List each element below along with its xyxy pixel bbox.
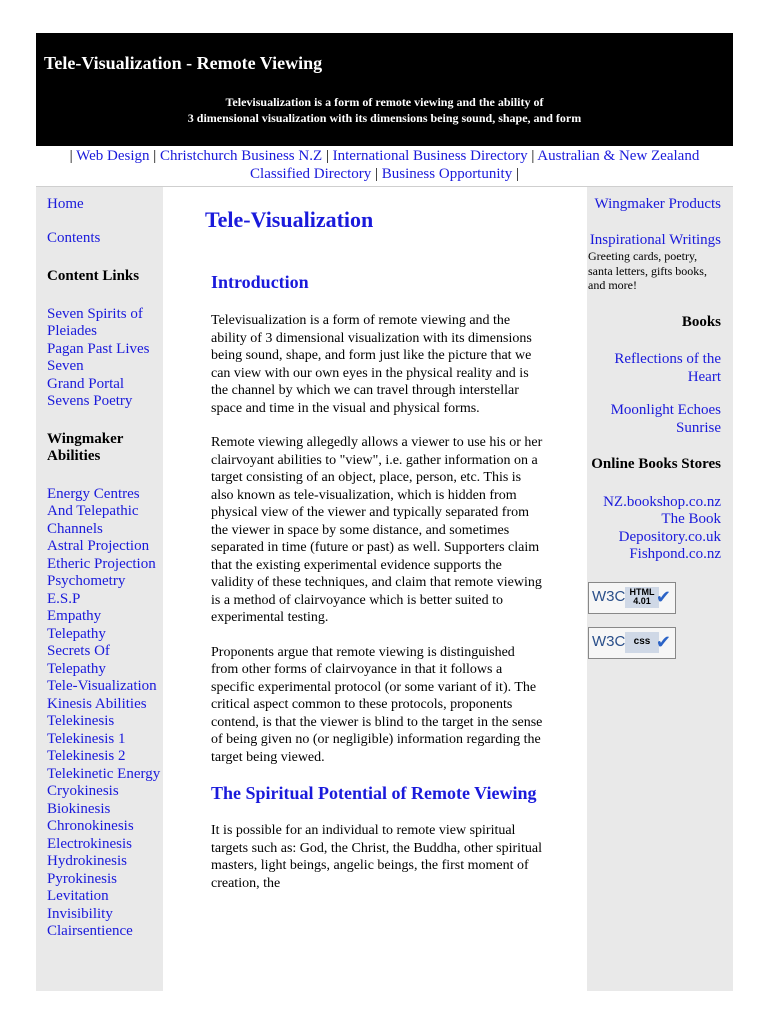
html-version-label xyxy=(625,587,659,608)
link-store-nz-bookshop[interactable]: NZ.bookshop.co.nz xyxy=(603,493,721,510)
link-inspirational-writings[interactable]: Inspirational Writings xyxy=(589,231,721,248)
sidebar-link-seven-spirits[interactable]: Seven Spirits of Pleiades xyxy=(47,305,143,339)
content-links-heading: Content Links xyxy=(47,268,140,284)
link-book-moonlight[interactable]: Moonlight Echoes Sunrise xyxy=(610,402,721,436)
books-heading: Books xyxy=(681,313,721,330)
site-title: Tele-Visualization - Remote Viewing xyxy=(44,53,323,73)
main-content xyxy=(163,187,587,991)
sidebar-link-ability[interactable]: Empathy xyxy=(47,608,102,624)
checkmark-icon: ✔ xyxy=(655,631,671,652)
sidebar-link-ability[interactable]: Telekinetic Energy xyxy=(47,765,161,782)
nav-link-classified-directory[interactable]: Australian & New Zealand Classified Directory xyxy=(250,148,700,182)
link-store-book-depository[interactable]: The Book Depository.co.uk xyxy=(618,511,721,545)
sidebar-link-ability[interactable]: Telekinesis 1 xyxy=(47,730,126,747)
sidebar-link-seven[interactable]: Seven xyxy=(47,358,84,374)
nav-separator: | xyxy=(375,166,379,182)
paragraph-2: Remote viewing allegedly allows a viewer to use his or her clairvoyant abilities to "view", i.e. gather information on a target consisting of an object, place, person, etc. This is also known as tele-visualization, which is hidden from physical view of the viewer and typically separated from the viewer in space by some distance, and sometimes separated in time (future or past) as well. Supporters claim that the existing experimental evidence supports the validity of these techniques, and claim that remote viewing is a method of clairvoyance which is better suited to experimental testing. xyxy=(211,435,543,625)
inspirational-description: Greeting cards, poetry, santa letters, gifts books, and more! xyxy=(588,249,707,292)
html-label: HTML xyxy=(629,586,655,597)
top-nav xyxy=(36,146,733,187)
nav-separator: | xyxy=(325,148,329,164)
link-book-reflections[interactable]: Reflections of the Heart xyxy=(614,351,721,385)
nav-separator: | xyxy=(531,148,535,164)
sidebar-link-ability[interactable]: Invisibility xyxy=(47,905,113,922)
nav-link-international-directory[interactable]: International Business Directory xyxy=(332,148,528,164)
sidebar-link-ability[interactable]: Clairsentience xyxy=(47,923,133,939)
sidebar-link-pagan-past-lives[interactable]: Pagan Past Lives xyxy=(47,340,150,357)
sidebar-link-ability[interactable]: Electrokinesis xyxy=(47,835,132,852)
sidebar-link-ability[interactable]: Chronokinesis xyxy=(47,818,134,834)
sidebar-link-ability[interactable]: Astral Projection xyxy=(47,538,150,554)
online-stores-heading: Online Books Stores xyxy=(591,456,721,472)
link-wingmaker-products[interactable]: Wingmaker Products xyxy=(594,196,721,212)
w3c-logo-html: W3C xyxy=(592,587,626,605)
sidebar-link-ability[interactable]: Cryokinesis xyxy=(47,783,119,799)
nav-separator: | xyxy=(153,148,157,164)
site-tagline xyxy=(36,94,733,126)
section-heading-introduction: Introduction xyxy=(211,272,309,292)
sidebar-link-ability[interactable]: E.S.P xyxy=(47,590,81,607)
paragraph-3: Proponents argue that remote viewing is distinguished from other forms of clairvoyance in that it follows a specific experimental protocol (or some variant of it). The critical aspect common to these protocols, proponents contend, is that the viewer is blind to the target in the sense of being given no (or negligible) information regarding the target being viewed. xyxy=(211,644,543,765)
sidebar-link-contents[interactable]: Contents xyxy=(47,229,101,246)
tagline-line-1: Televisualization is a form of remote viewing and the ability of xyxy=(225,95,544,109)
nav-separator: | xyxy=(69,148,73,164)
sidebar-link-ability[interactable]: And Telepathic Channels xyxy=(47,503,139,537)
sidebar-link-ability[interactable]: Hydrokinesis xyxy=(47,853,127,869)
page-title: Tele-Visualization xyxy=(205,207,374,232)
sidebar-link-grand-portal[interactable]: Grand Portal xyxy=(47,375,125,392)
w3c-logo-css: W3C xyxy=(592,632,626,650)
sidebar-link-sevens-poetry[interactable]: Sevens Poetry xyxy=(47,393,133,409)
abilities-heading: Wingmaker Abilities xyxy=(47,430,124,464)
sidebar-link-ability[interactable]: Kinesis Abilities xyxy=(47,695,147,712)
paragraph-4: It is possible for an individual to remote view spiritual targets such as: God, the Christ, the Buddha, other spiritual masters, light beings, angelic beings, the first moment of creation, the xyxy=(211,823,543,891)
right-sidebar xyxy=(588,187,721,659)
site-header xyxy=(36,33,733,146)
content-columns xyxy=(36,187,733,991)
sidebar-link-home[interactable]: Home xyxy=(47,196,84,212)
sidebar-link-ability[interactable]: Tele-Visualization xyxy=(47,678,157,694)
sidebar-link-ability[interactable]: Telekinesis 2 xyxy=(47,748,126,764)
sidebar-link-ability[interactable]: Biokinesis xyxy=(47,800,111,817)
sidebar-link-ability[interactable]: Telepathy xyxy=(47,625,106,642)
w3c-html-badge[interactable] xyxy=(588,582,676,614)
nav-link-web-design[interactable]: Web Design xyxy=(76,148,150,164)
sidebar-link-ability[interactable]: Pyrokinesis xyxy=(47,870,118,887)
sidebar-link-ability[interactable]: Psychometry xyxy=(47,573,126,589)
section-heading-spiritual: The Spiritual Potential of Remote Viewing xyxy=(211,783,537,803)
sidebar-link-ability[interactable]: Telekinesis xyxy=(47,713,115,729)
html-version: 4.01 xyxy=(633,595,651,606)
checkmark-icon: ✔ xyxy=(655,586,671,607)
nav-separator: | xyxy=(515,166,519,182)
nav-link-business-opportunity[interactable]: Business Opportunity xyxy=(381,166,513,182)
tagline-line-2: 3 dimensional visualization with its dimensions being sound, shape, and form xyxy=(187,111,582,125)
link-store-fishpond[interactable]: Fishpond.co.nz xyxy=(629,546,721,562)
sidebar-link-ability[interactable]: Levitation xyxy=(47,888,109,904)
sidebar-link-ability[interactable]: Secrets Of Telepathy xyxy=(47,643,110,677)
page xyxy=(36,33,733,991)
nav-link-christchurch-business[interactable]: Christchurch Business N.Z xyxy=(160,148,323,164)
left-sidebar xyxy=(47,187,167,941)
w3c-css-badge[interactable] xyxy=(588,627,676,659)
css-label: css xyxy=(625,632,659,653)
sidebar-link-ability[interactable]: Etheric Projection xyxy=(47,555,156,572)
paragraph-1: Televisualization is a form of remote viewing and the ability of 3 dimensional visualization with its dimensions being sound, shape, and form just like the picture that we can view with our own eyes in the physical reality and is the channel by which we can travel through interstellar space and time in the visual and physical forms. xyxy=(211,313,532,416)
sidebar-link-ability[interactable]: Energy Centres xyxy=(47,485,140,502)
